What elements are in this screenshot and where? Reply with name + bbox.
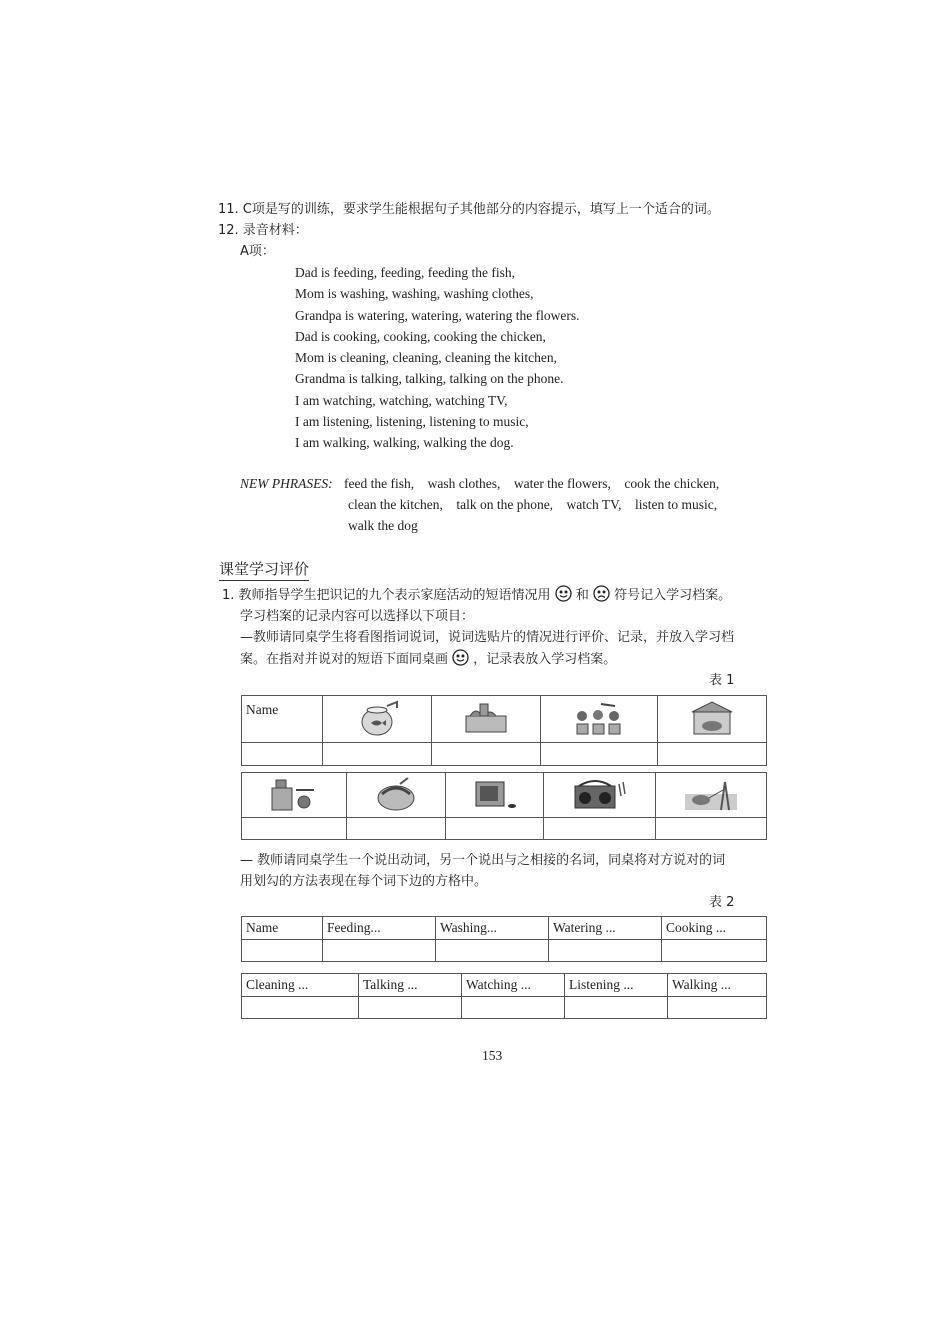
new-phrases-line-1: feed the fish, wash clothes, water the flowers, cook the chicken, (344, 476, 720, 491)
flower-pots-icon (571, 700, 627, 738)
television-icon (468, 776, 520, 814)
section-a-label: A项： (240, 244, 275, 259)
table1-picture-cell (544, 773, 655, 818)
new-phrases-line-3: walk the dog (348, 518, 418, 533)
table2-header-cell: Name (242, 917, 323, 940)
table1-blank-cell (544, 818, 655, 840)
table2-header-cell: Cooking ... (662, 917, 767, 940)
table1-picture-cell (541, 696, 657, 743)
table1-caption: 表 1 (709, 673, 735, 688)
table2-blank-cell (359, 996, 462, 1019)
item1-text-a: 1. 教师指导学生把识记的九个表示家庭活动的短语情况用 (222, 588, 551, 603)
table2-instruction-2: 用划勾的方法表现在每个词下边的方格中。 (240, 874, 488, 889)
table1-bottom (241, 772, 767, 840)
item1-text-b: 和 (575, 588, 589, 603)
table2-header-cell: Watering ... (549, 917, 662, 940)
cooking-chicken-icon (686, 700, 738, 738)
table2-header-cell: Listening ... (565, 974, 668, 997)
lyric-line: Mom is cleaning, cleaning, cleaning the kitchen, (295, 350, 558, 366)
table2-blank-cell (565, 996, 668, 1019)
radio-cassette-icon (569, 776, 629, 814)
table2-blank-cell (662, 939, 767, 962)
note-item-11: 11. C项是写的训练，要求学生能根据句子其他部分的内容提示，填写上一个适合的词。 (218, 202, 720, 217)
table1-blank-cell (347, 818, 446, 840)
smiley-face-icon (452, 649, 469, 666)
table1-picture-cell (242, 773, 347, 818)
table1-picture-cell (323, 696, 432, 743)
dog-walk-icon (681, 776, 741, 814)
table2-blank-cell (242, 939, 323, 962)
table1-blank-cell (432, 743, 541, 766)
lyric-line: Grandpa is watering, watering, watering the flowers. (295, 307, 580, 323)
new-phrases-line-2: clean the kitchen, talk on the phone, watch TV, listen to music, (348, 497, 718, 512)
page-number: 153 (482, 1048, 503, 1063)
table1-picture-cell (657, 696, 766, 743)
table1-blank-cell (323, 743, 432, 766)
table2-blank-cell (462, 996, 565, 1019)
recording-lyrics (295, 262, 580, 454)
lyric-line: Dad is cooking, cooking, cooking the chicken, (295, 328, 546, 344)
evaluation-line-2: 学习档案的记录内容可以选择以下项目： (240, 609, 475, 624)
sad-face-icon (593, 585, 610, 602)
table1-blank-cell (242, 818, 347, 840)
table1-blank-cell (657, 743, 766, 766)
lyric-line: Mom is washing, washing, washing clothes, (295, 286, 534, 302)
washing-clothes-icon (460, 700, 512, 738)
new-phrases-label: NEW PHRASES: (240, 476, 333, 491)
smiley-face-icon (555, 585, 572, 602)
table1-picture-cell (655, 773, 766, 818)
lyric-line: I am watching, watching, watching TV, (295, 392, 508, 408)
fish-bowl-icon (351, 700, 403, 738)
evaluation-line-3: —教师请同桌学生将看图指词说词，说词选贴片的情况进行评价、记录，并放入学习档 (240, 630, 735, 645)
lyric-line: Grandma is talking, talking, talking on the phone. (295, 371, 564, 387)
table1-blank-cell (655, 818, 766, 840)
table2-instruction-1: — 教师请同桌学生一个说出动词，另一个说出与之相接的名词，同桌将对方说对的词 (240, 853, 726, 868)
evaluation-item-1 (222, 585, 731, 606)
table1-blank-cell (445, 818, 544, 840)
table1-picture-cell (432, 696, 541, 743)
table2-header-cell: Walking ... (668, 974, 767, 997)
table1-picture-cell (347, 773, 446, 818)
table1-top (241, 695, 767, 766)
section-heading: 课堂学习评价 (219, 558, 309, 581)
lyric-line: Dad is feeding, feeding, feeding the fish, (295, 265, 516, 280)
evaluation-line-4: 案。在指对并说对的短语下面同桌画 ，记录表放入学习档案。 (240, 649, 616, 670)
item1-text-c: 符号记入学习档案。 (614, 588, 732, 603)
table2-caption: 表 2 (709, 895, 735, 910)
lyric-line: I am walking, walking, walking the dog. (295, 435, 514, 451)
table2-top (241, 916, 767, 962)
table2-header-cell: Watching ... (462, 974, 565, 997)
table2-header-cell: Talking ... (359, 974, 462, 997)
table2-header-cell: Feeding... (323, 917, 436, 940)
table2-blank-cell (436, 939, 549, 962)
note-item-12: 12. 录音材料： (218, 223, 308, 238)
table1-name-header: Name (242, 696, 323, 743)
table1-blank-cell (541, 743, 657, 766)
table2-blank-cell (242, 996, 359, 1019)
table2-bottom (241, 973, 767, 1019)
table1-picture-cell (445, 773, 544, 818)
telephone-icon (370, 776, 422, 814)
table2-header-cell: Cleaning ... (242, 974, 359, 997)
table2-header-cell: Washing... (436, 917, 549, 940)
table2-blank-cell (323, 939, 436, 962)
table1-blank-cell (242, 743, 323, 766)
table2-blank-cell (549, 939, 662, 962)
table2-blank-cell (668, 996, 767, 1019)
lyric-line: I am listening, listening, listening to music, (295, 414, 529, 430)
cleaning-kitchen-icon (266, 776, 322, 814)
